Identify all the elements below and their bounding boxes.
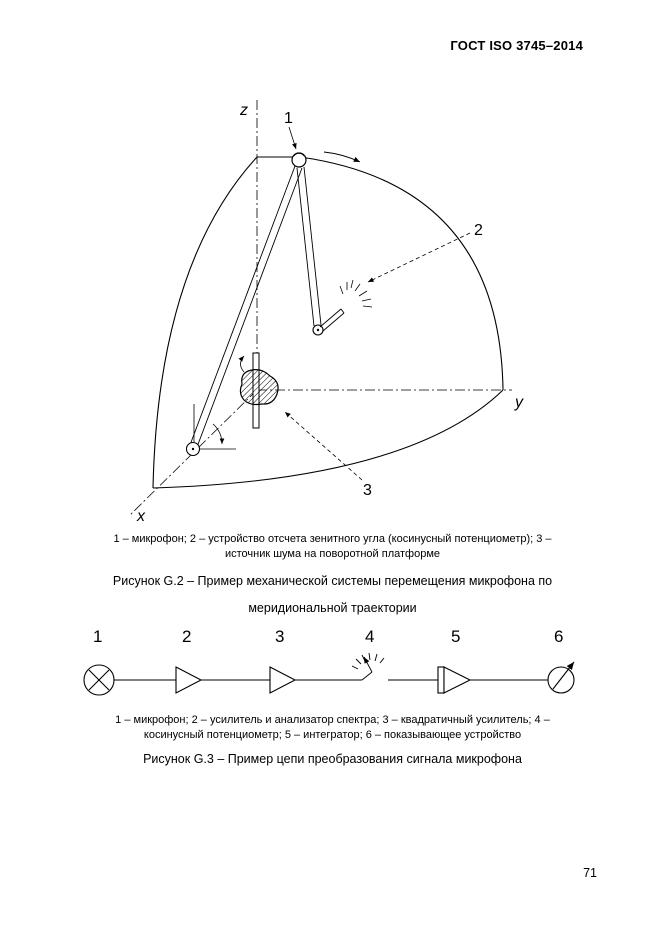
figure-g3-caption: Рисунок G.3 – Пример цепи преобразования сигнала микрофона xyxy=(143,752,522,766)
axis-x-label: x xyxy=(137,508,145,525)
short-arm xyxy=(297,167,321,326)
g3-number-4: 4 xyxy=(365,627,375,646)
figure-g3-legend-line1: 1 – микрофон; 2 – усилитель и анализатор спектра; 3 – квадратичный усилитель; 4 – xyxy=(115,714,550,726)
figure-g2-legend xyxy=(60,532,605,562)
document-header: ГОСТ ISO 3745–2014 xyxy=(450,38,583,53)
zenith-angle-marker xyxy=(194,404,236,449)
g3-number-3: 3 xyxy=(275,627,285,646)
leader-1 xyxy=(289,127,296,149)
g3-number-2: 2 xyxy=(182,627,192,646)
microphone-icon xyxy=(84,665,114,695)
g3-number-5: 5 xyxy=(451,627,461,646)
g3-number-6: 6 xyxy=(554,627,564,646)
axis-y-label: y xyxy=(515,394,523,411)
figure-g2-legend-line2: источник шума на поворотной платформе xyxy=(224,548,441,560)
microphone-top-icon xyxy=(292,153,306,167)
long-arm xyxy=(190,166,302,447)
figure-g3-diagram xyxy=(0,615,661,710)
sphere-octant-outline xyxy=(153,157,503,488)
callout-3: 3 xyxy=(363,482,372,499)
figure-g3-legend-line2: косинусный потенциометр; 5 – интегратор; 6 – показывающее устройство xyxy=(143,729,522,741)
page-number: 71 xyxy=(583,866,597,880)
axis-z-label: z xyxy=(240,102,248,119)
figure-g3-legend xyxy=(60,713,605,743)
figure-g2-caption-line1: Рисунок G.2 – Пример механической системы перемещения микрофона по xyxy=(112,574,553,588)
noise-source-platform xyxy=(240,353,278,428)
g3-number-1: 1 xyxy=(93,627,103,646)
figure-g2-legend-line1: 1 – микрофон; 2 – устройство отсчета зенитного угла (косинусный потенциометр); 3 – xyxy=(113,533,552,545)
squarer-icon xyxy=(270,667,295,693)
callout-leaders xyxy=(285,127,470,480)
potentiometer-scale-icon xyxy=(340,280,372,307)
rotation-arrow xyxy=(324,152,360,162)
indicator-icon xyxy=(548,662,574,693)
integrator-icon xyxy=(438,667,470,693)
callout-2: 2 xyxy=(474,222,483,239)
figure-g2-caption-line2: меридиональной траектории xyxy=(248,601,417,615)
potentiometer-icon xyxy=(352,653,384,680)
amplifier-icon xyxy=(176,667,201,693)
leader-2 xyxy=(368,233,470,282)
callout-1: 1 xyxy=(284,110,293,127)
potentiometer-arm xyxy=(320,309,344,331)
figure-g2-caption xyxy=(60,568,605,622)
